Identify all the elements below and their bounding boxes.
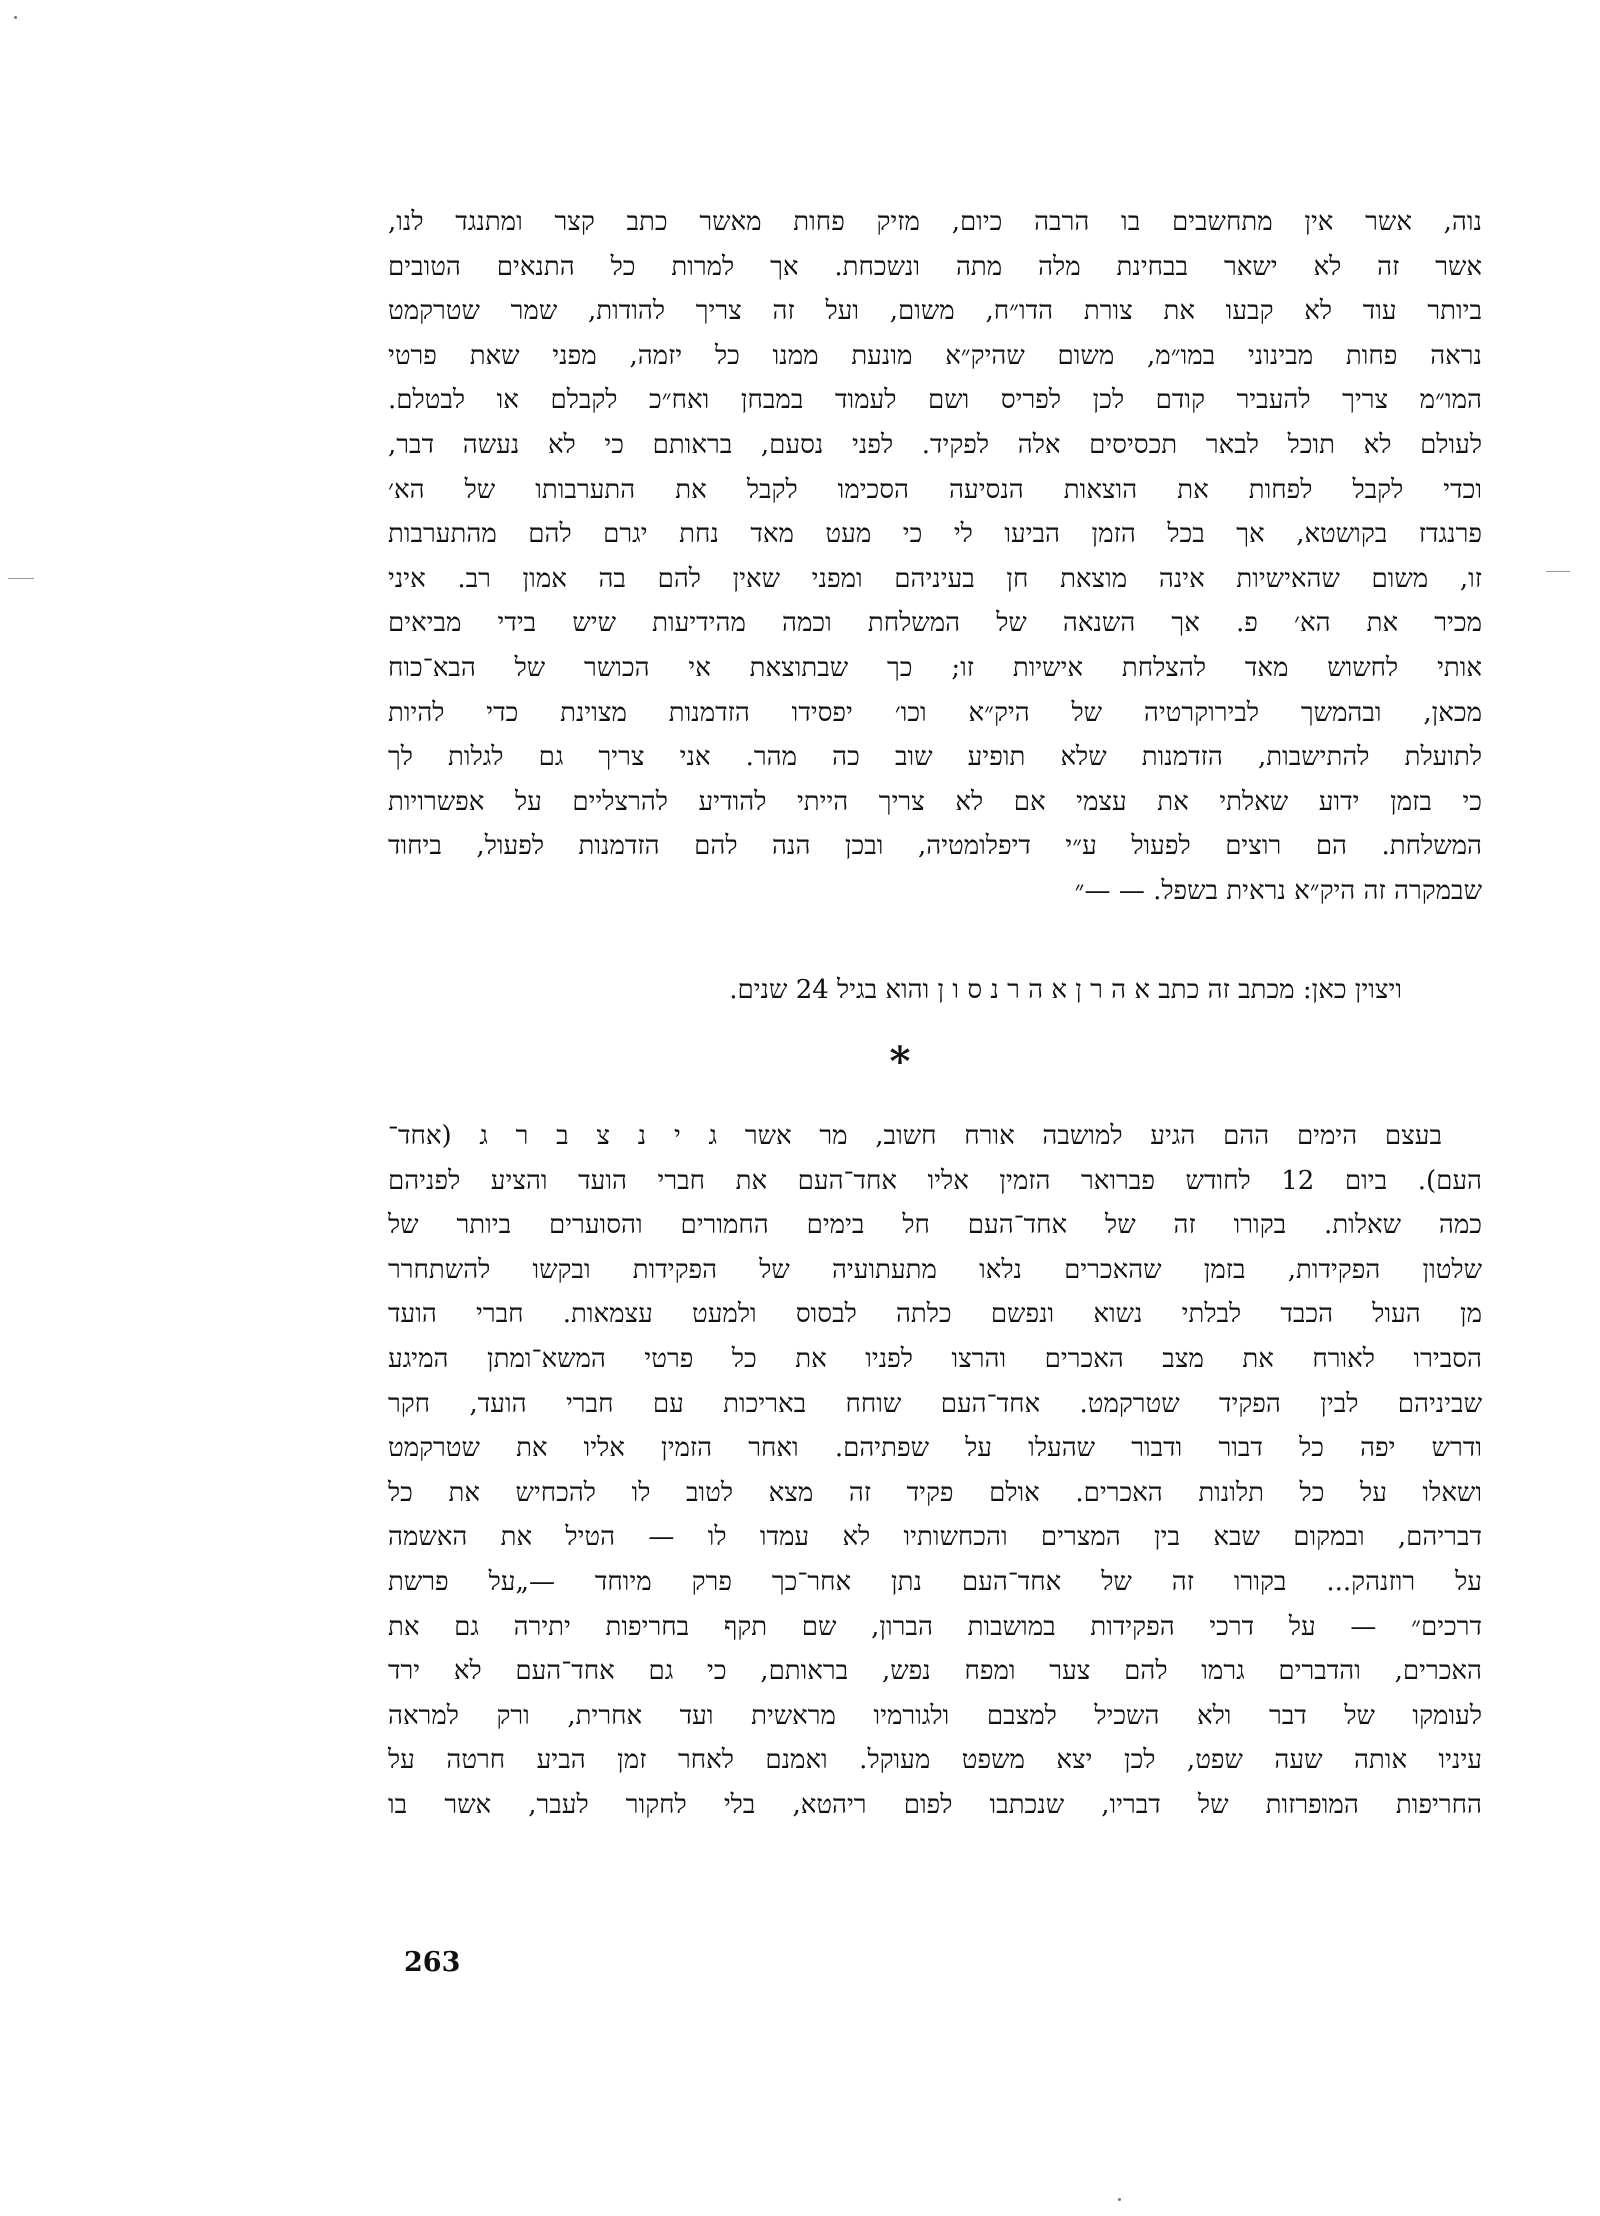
text-line: שביניהם לבין הפקיד שטרקמט. אחד־העם שוחח באריכות עם חברי הועד, חקר (388, 1388, 1482, 1419)
text-line: ושאלו על כל תלונות האכרים. אולם פקיד זה מצא לטוב לו להכחיש את כל (388, 1477, 1482, 1508)
text-line: העם). ביום 12 לחודש פברואר הזמין אליו אחד־העם את חברי הועד והציע לפניהם (388, 1165, 1482, 1196)
text-line: דרכים״ — על דרכי הפקידות במושבות הברון, שם תקף בחריפות יתירה גם את (388, 1611, 1482, 1642)
text-line: מן העול הכבד לבלתי נשוא ונפשם כלתה לבסוס ולמעט עצמאות. חברי הועד (388, 1299, 1482, 1330)
text-line: שלטון הפקידות, בזמן שהאכרים נלאו מתעתועיה של הפקידות ובקשו להשתחרר (388, 1254, 1482, 1285)
text-line: נוה, אשר אין מתחשבים בו הרבה כיום, מזיק פחות מאשר כתב קצר ומתנגד לנו, (388, 207, 1482, 237)
text-line: האכרים, והדברים גרמו להם צער ומפח נפש, בראותם, כי גם אחד־העם לא ירד (388, 1656, 1482, 1687)
text-line: כמה שאלות. בקורו זה של אחד־העם חל בימים החמורים והסוערים ביותר של (388, 1210, 1482, 1241)
text-line: בעצם הימים ההם הגיע למושבה אורח חשוב, מר אשר ג י נ צ ב ר ג (אחד־ (388, 1121, 1442, 1151)
text-line: החריפות המופרזות של דבריו, שנכתבו לפום ריהטא, בלי לחקור לעבר, אשר בו (388, 1789, 1482, 1820)
text-line: לעומקו של דבר ולא השכיל למצבם ולגורמיו מראשית ועד אחרית, ורק למראה (388, 1700, 1482, 1731)
text-line: מכאן, ובהמשך לבירוקרטיה של היק״א וכו׳ יפסידו הזדמנות מצוינת כדי להיות (388, 697, 1482, 728)
text-line: הסבירו לאורח את מצב האכרים והרצו לפניו את כל פרטי המשא־ומתן המיגע (388, 1343, 1482, 1374)
page-number: 263 (404, 1947, 461, 1978)
text-line: לתועלת להתישבות, הזדמנות שלא תופיע שוב כה מהר. אני צריך גם לגלות לך (388, 742, 1482, 773)
text-line: המו״מ צריך להעביר קודם לכן לפריס ושם לעמוד במבחן ואח״כ לקבלם או לבטלם. (388, 385, 1482, 416)
text-line: אשר זה לא ישאר בבחינת מלה מתה ונשכחת. אך למרות כל התנאים הטובים (388, 251, 1482, 282)
text-line: דבריהם, ובמקום שבא בין המצרים והכחשותיו לא עמדו לו — הטיל את האשמה (388, 1522, 1482, 1553)
text-line: אותי לחשוש מאד להצלחת אישיות זו; כך שבתוצאת אי הכושר של הבא־כוח (388, 652, 1482, 683)
author-note: ויצוין כאן: מכתב זה כתב א ה ר ן א ה ר נ ס ו ן והוא בגיל 24 שנים. (729, 975, 1402, 1005)
text-line: על רוזנהק... בקורו זה של אחד־העם נתן אחר־כך פרק מיוחד —„על פרשת (388, 1566, 1482, 1597)
text-line: המשלחת. הם רוצים לפעול ע״י דיפלומטיה, ובכן הנה להם הזדמנות לפעול, ביחוד (388, 831, 1482, 862)
text-line: לעולם לא תוכל לבאר תכסיסים אלה לפקיד. לפני נסעם, בראותם כי לא נעשה דבר, (388, 429, 1482, 460)
scan-speck (1118, 2198, 1121, 2201)
text-line: ביותר עוד לא קבעו את צורת הדו״ח, משום, ועל זה צריך להודות, שמר שטרקמט (388, 296, 1482, 327)
text-line: שבמקרה זה היק״א נראית בשפל. — —״ (1074, 875, 1482, 906)
scan-mark (8, 578, 34, 579)
text-line: מכיר את הא׳ פ. אך השנאה של המשלחת וכמה מהידיעות שיש בידי מביאים (388, 608, 1482, 639)
text-line: ודרש יפה כל דבור ודבור שהעלו על שפתיהם. ואחר הזמין אליו את שטרקמט (388, 1433, 1482, 1464)
section-separator: * (889, 1038, 911, 1085)
text-line: כי בזמן ידוע שאלתי את עצמי אם לא צריך הייתי להודיע להרצליים על אפשרויות (388, 786, 1482, 817)
narrative-paragraph (388, 1114, 1482, 1828)
text-line: נראה פחות מבינוני במו״מ, משום שהיק״א מונעת ממנו כל יזמה, מפני שאת פרטי (388, 340, 1482, 371)
text-line: עיניו אותה שעה שפט, לכן יצא משפט מעוקל. ואמנם לאחר זמן הביע חרטה על (388, 1745, 1482, 1776)
scan-speck (14, 16, 17, 19)
text-line: וכדי לקבל לפחות את הוצאות הנסיעה הסכימו לקבל את התערבותו של הא׳ (388, 474, 1482, 505)
text-line: זו, משום שהאישיות אינה מוצאת חן בעיניהם ומפני שאין להם בה אמון רב. איני (388, 563, 1482, 594)
scan-mark (1546, 571, 1570, 572)
text-line: פרנגדז בקושטא, אך בכל הזמן הביעו לי כי מעט מאד נחת יגרם להם מהתערבות (388, 519, 1482, 550)
letter-excerpt (388, 200, 1482, 914)
